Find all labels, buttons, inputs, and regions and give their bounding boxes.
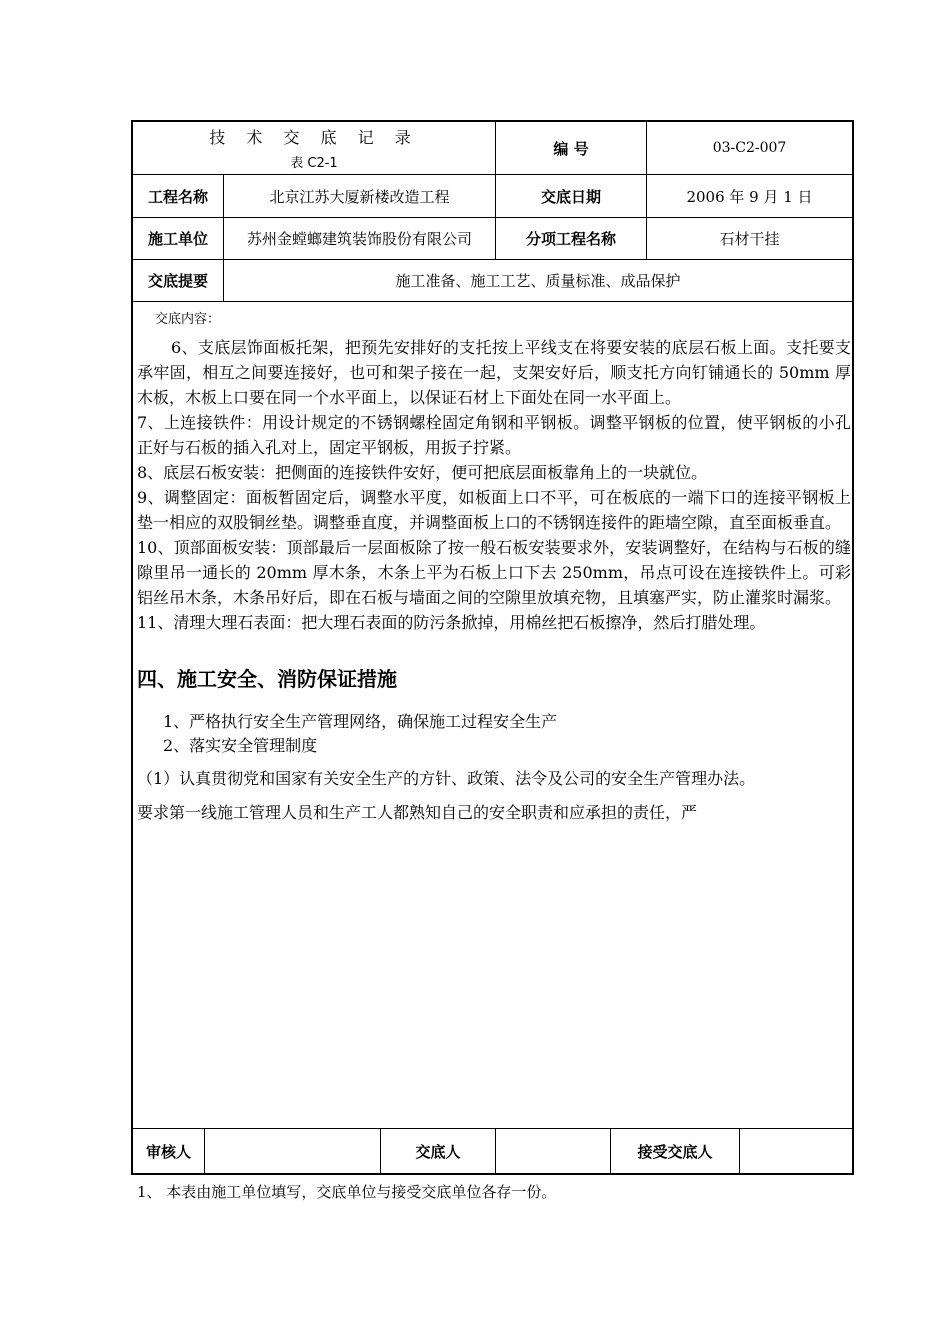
project-name-label: 工程名称	[147, 187, 208, 206]
project-name: 北京江苏大厦新楼改造工程	[269, 187, 450, 206]
subproject: 石材干挂	[719, 230, 780, 248]
presenter-signature-field[interactable]	[496, 1129, 610, 1173]
sub-item: （1）认真贯彻党和国家有关安全生产的方针、政策、法令及公司的安全生产管理办法。	[137, 769, 756, 788]
disclosure-content	[137, 304, 851, 826]
contractor: 苏州金螳螂建筑装饰股份有限公司	[246, 230, 472, 248]
receiver-signature-field[interactable]	[740, 1129, 852, 1173]
content-paragraph: 6、支底层饰面板托架，把预先安排好的支托按上平线支在将要安装的底层石板上面。支托要支承牢固，相互之间要连接好，也可和架子接在一起，支架安好后，顺支托方向钉铺通长的 50mm 厚木板，木板上口要在同一个水平面上，以保证石材上下面处在同一水平面上。	[137, 338, 851, 407]
content-paragraph: 9、调整固定：面板暂固定后，调整水平度，如板面上口不平，可在板底的一端下口的连接平钢板上垫一相应的双股铜丝垫。调整垂直度，并调整面板上口的不锈钢连接件的距墙空隙，直至面板垂直。	[137, 488, 851, 532]
form-title: 技 术 交 底 记 录	[209, 128, 419, 147]
disclosure-date: 2006 年 9 月 1 日	[686, 187, 813, 206]
subproject-label: 分项工程名称	[525, 230, 616, 248]
content-label: 交底内容：	[155, 312, 221, 327]
list-item: 2、落实安全管理制度	[163, 736, 318, 755]
date-label: 交底日期	[540, 187, 601, 206]
form-code: 表 C2-1	[290, 156, 338, 171]
summary-label: 交底提要	[147, 272, 208, 290]
content-paragraph: 8、底层石板安装：把侧面的连接铁件安好，便可把底层面板靠角上的一块就位。	[137, 463, 708, 482]
footnote: 1、 本表由施工单位填写，交底单位与接受交底单位各存一份。	[137, 1183, 557, 1201]
section-title: 四、施工安全、消防保证措施	[137, 667, 397, 691]
content-paragraph: 10、顶部面板安装：顶部最后一层面板除了按一般石板安装要求外，安装调整好，在结构与石板的缝隙里吊一通长的 20mm 厚木条，木条上平为石板上口下去 250mm，吊点可设在连接铁件上。可彩铝丝吊木条，木条吊好后，即在石板与墙面之间的空隙里放填充物，且填塞严实，防止灌浆时漏浆。	[137, 538, 851, 607]
summary: 施工准备、施工工艺、质量标准、成品保护	[395, 272, 681, 290]
reviewer-label: 审核人	[145, 1142, 191, 1161]
continuation-line: 要求第一线施工管理人员和生产工人都熟知自己的安全职责和应承担的责任，严	[137, 803, 698, 822]
presenter-label: 交底人	[415, 1142, 461, 1161]
number-label: 编 号	[553, 139, 589, 158]
contractor-label: 施工单位	[147, 230, 208, 248]
row-divider	[133, 301, 852, 302]
form-title-cell	[133, 122, 495, 174]
number-value: 03-C2-007	[712, 140, 787, 156]
reviewer-signature-field[interactable]	[205, 1129, 380, 1173]
list-item: 1、严格执行安全生产管理网络，确保施工过程安全生产	[163, 712, 558, 731]
content-paragraph: 7、上连接铁件：用设计规定的不锈钢螺栓固定角钢和平钢板。调整平钢板的位置，使平钢板的小孔正好与石板的插入孔对上，固定平钢板，用扳子拧紧。	[137, 413, 851, 457]
content-paragraph: 11、清理大理石表面：把大理石表面的防污条掀掉，用棉丝把石板擦净，然后打腊处理。	[137, 613, 766, 632]
receiver-label: 接受交底人	[637, 1142, 713, 1161]
disclosure-form	[131, 120, 854, 1175]
